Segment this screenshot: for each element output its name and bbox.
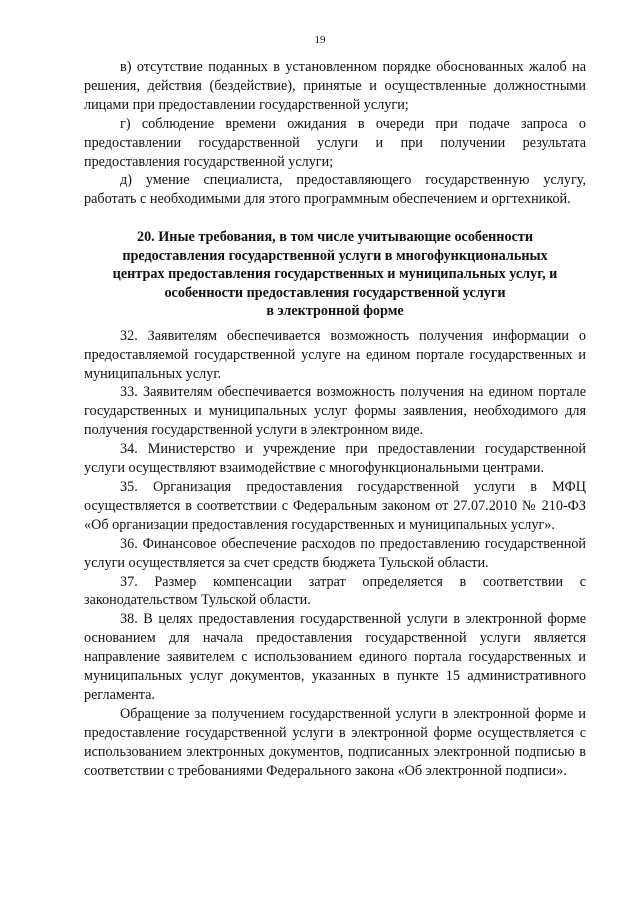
heading-line: предоставления государственной услуги в многофункциональных — [122, 247, 548, 264]
heading-line: 20. Иные требования, в том числе учитывающие особенности — [136, 229, 534, 246]
heading-line: в электронной форме — [266, 303, 404, 320]
paragraph-34: 34. Министерство и учреждение при предоставлении государственной услуги осуществляют взаимодействие с многофункциональными центрами. — [84, 441, 586, 477]
list-item-d: д) умение специалиста, предоставляющего государственную услугу, работать с необходимыми для этого программным обеспечением и оргтехникой. — [84, 172, 586, 208]
paragraph-33: 33. Заявителям обеспечивается возможность получения на едином портале государственных и муниципальных услуг формы заявления, необходимого для получения государственной услуги в электронном виде. — [84, 384, 586, 439]
heading-line: особенности предоставления государственной услуги — [164, 284, 506, 301]
paragraph-electronic-request: Обращение за получением государственной услуги в электронной форме и предоставление государственной услуги в электронной форме осуществляется с использованием электронных документов, подписанных электронной подписью в соответствии с требованиями Федерального закона «Об электронной подписи». — [84, 705, 586, 779]
paragraph-35: 35. Организация предоставления государственной услуги в МФЦ осуществляется в соответствии с Федеральным законом от 27.07.2010 № 210-ФЗ «Об организации предоставления государственных и муниципальных услуг». — [84, 479, 586, 533]
paragraph-36: 36. Финансовое обеспечение расходов по предоставлению государственной услуги осуществляется за счет средств бюджета Тульской области. — [84, 535, 586, 571]
list-item-v: в) отсутствие поданных в установленном порядке обоснованных жалоб на решения, действия (бездействие), принятые и осуществленные должностными лицами при предоставлении государственной услуги; — [84, 59, 586, 113]
paragraph-37: 37. Размер компенсации затрат определяется в соответствии с законодательством Тульской области. — [84, 573, 586, 609]
paragraph-32: 32. Заявителям обеспечивается возможность получения информации о предоставляемой государственной услуге на едином портале государственных и муниципальных услуг. — [84, 327, 586, 382]
page-number: 19 — [314, 34, 326, 46]
paragraph-38: 38. В целях предоставления государственной услуги в электронной форме основанием для начала предоставления государственной услуги является направление заявителем с использованием единого портала государственных и муниципальных услуг документов, указанных в пункте 15 административного регламента. — [84, 611, 586, 703]
list-item-g: г) соблюдение времени ожидания в очереди при подаче запроса о предоставлении государственной услуги и при получении результата предоставления государственной услуги; — [84, 115, 586, 170]
section-heading — [84, 228, 586, 321]
page-content — [84, 58, 586, 781]
heading-line: центрах предоставления государственных и муниципальных услуг, и — [112, 266, 558, 283]
